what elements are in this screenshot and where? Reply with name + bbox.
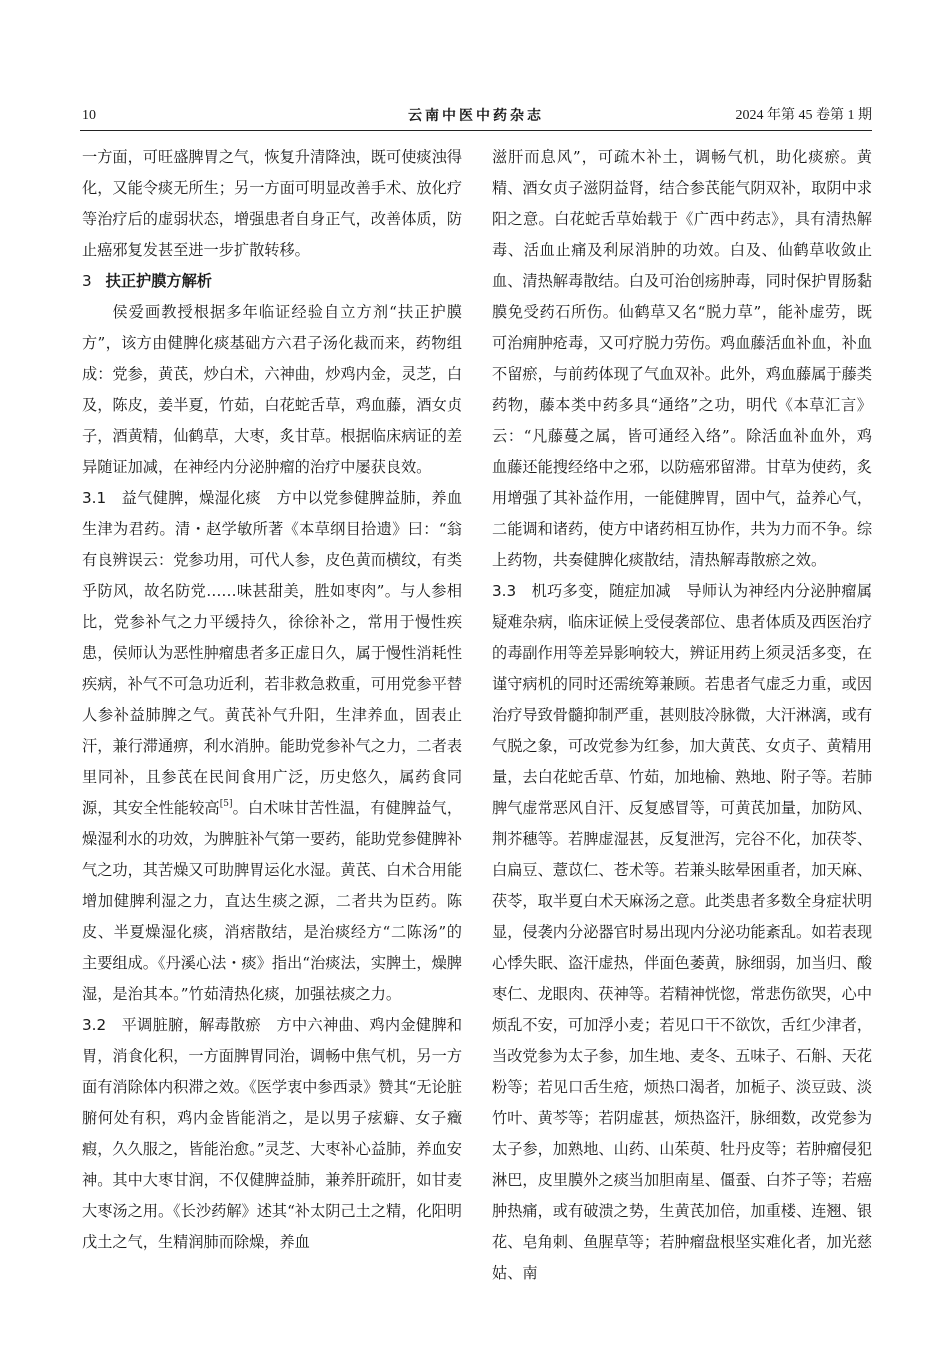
subsection-3-1-number: 3.1 bbox=[82, 489, 107, 507]
subsection-3-1-title: 益气健脾，燥湿化痰 bbox=[121, 489, 261, 507]
citation-ref: [5] bbox=[219, 799, 233, 809]
subsection-3-2-number: 3.2 bbox=[82, 1016, 107, 1034]
subsection-3-3 bbox=[492, 576, 872, 1289]
running-header bbox=[80, 106, 872, 131]
section-3-paragraph: 侯爱画教授根据多年临证经验自立方剂“扶正护膜方”，该方由健脾化痰基础方六君子汤化裁而来，药物组成：党参，黄芪，炒白术，六神曲，炒鸡内金，灵芝，白及，陈皮，姜半夏，竹茹，白花蛇舌草，鸡血藤，酒女贞子，酒黄精，仙鹤草，大枣，炙甘草。根据临床病证的差异随证加减，在神经内分泌肿瘤的治疗中屡获良效。 bbox=[82, 303, 462, 476]
continuation-paragraph: 滋肝而息风”，可疏木补土，调畅气机，助化痰瘀。黄精、酒女贞子滋阴益肾，结合参芪能气阴双补，取阴中求阳之意。白花蛇舌草始载于《广西中药志》，具有清热解毒、活血止痛及利尿消肿的功效。白及、仙鹤草收敛止血、清热解毒散结。白及可治创疡肿毒，同时保护胃肠黏膜免受药石所伤。仙鹤草又名“脱力草”，能补虚劳，既可治痈肿疮毒，又可疗脱力劳伤。鸡血藤活血补血，补血不留瘀，与前药体现了气血双补。此外，鸡血藤属于藤类药物，藤本类中药多具“通络”之功，明代《本草汇言》云：“凡藤蔓之属，皆可通经入络”。除活血补血外，鸡血藤还能搜经络中之邪，以防癌邪留滞。甘草为使药，炙用增强了其补益作用，一能健脾胃，固中气，益养心气，二能调和诸药，使方中诸药相互协作，共为力而不争。综上药物，共奏健脾化痰散结，清热解毒散瘀之效。 bbox=[492, 148, 872, 569]
subsection-3-1 bbox=[82, 483, 462, 1010]
subsection-3-1-text-b: 。白术味甘苦性温，有健脾益气，燥湿利水的功效，为脾脏补气第一要药，能助党参健脾补气之功，其苦燥又可助脾胃运化水湿。黄芪、白术合用能增加健脾利湿之力，直达生痰之源，二者共为臣药。陈皮、半夏燥湿化痰，消痞散结，是治痰经方“二陈汤”的主要组成。《丹溪心法・痰》指出“治痰法，实脾土，燥脾湿，是治其本。”竹茹清热化痰，加强祛痰之力。 bbox=[82, 799, 463, 1003]
subsection-3-3-text: 导师认为神经内分泌肿瘤属疑难杂病，临床证候上受侵袭部位、患者体质及西医治疗的毒副作用等差异影响较大，辨证用药上须灵活多变，在谨守病机的同时还需统筹兼顾。若患者气虚乏力重，或因治疗导致骨髓抑制严重，甚则肢冷脉微，大汗淋漓，或有气脱之象，可改党参为红参，加大黄芪、女贞子、黄精用量，去白花蛇舌草、竹茹，加地榆、熟地、附子等。若肺脾气虚常恶风自汗、反复感冒等，可黄芪加量，加防风、荆芥穗等。若脾虚湿甚，反复泄泻，完谷不化，加茯苓、白扁豆、薏苡仁、苍术等。若兼头眩晕困重者，加天麻、茯苓，取半夏白术天麻汤之意。此类患者多数全身症状明显，侵袭内分泌器官时易出现内分泌功能紊乱。如若表现心悸失眠、盗汗虚热，伴面色萎黄，脉细弱，加当归、酸枣仁、龙眼肉、茯神等。若精神恍惚，常悲伤欲哭，心中烦乱不安，可加浮小麦；若见口干不欲饮，舌红少津者，当改党参为太子参，加生地、麦冬、五味子、石斛、天花粉等；若见口舌生疮，烦热口渴者，加栀子、淡豆豉、淡竹叶、黄芩等；若阴虚甚，烦热盗汗，脉细数，改党参为太子参，加熟地、山药、山茱萸、牡丹皮等；若肿瘤侵犯淋巴，皮里膜外之痰当加胆南星、僵蚕、白芥子等；若癌肿热痛，或有破溃之势，生黄芪加倍，加重楼、连翘、银花、皂角刺、鱼腥草等；若肿瘤盘根坚实难化者，加光慈姑、南 bbox=[492, 582, 872, 1282]
section-3-heading bbox=[82, 266, 462, 297]
issue-info: 2024 年第 45 卷第 1 期 bbox=[735, 108, 872, 123]
subsection-3-3-title: 机巧多变，随症加减 bbox=[531, 582, 671, 600]
journal-title: 云南中医中药杂志 bbox=[408, 108, 544, 124]
subsection-3-2-text: 方中六神曲、鸡内金健脾和胃，消食化积，一方面脾胃同治，调畅中焦气机，另一方面有消除体内积滞之效。《医学衷中参西录》赞其“无论脏腑何处有积，鸡内金皆能消之，是以男子痃癖、女子癥瘕，久久服之，皆能治愈。”灵芝、大枣补心益肺，养血安神。其中大枣甘润，不仅健脾益肺，兼养肝疏肝，如甘麦大枣汤之用。《长沙药解》述其“补太阴己土之精，化阳明戊土之气，生精润肺而除燥，养血 bbox=[82, 1016, 462, 1251]
left-column bbox=[82, 142, 462, 1258]
section-3-title: 扶正护膜方解析 bbox=[105, 272, 212, 290]
subsection-3-2-title: 平调脏腑，解毒散瘀 bbox=[121, 1016, 261, 1034]
right-column bbox=[492, 142, 872, 1289]
subsection-3-3-number: 3.3 bbox=[492, 582, 517, 600]
section-3-number: 3 bbox=[82, 272, 92, 290]
intro-paragraph: 一方面，可旺盛脾胃之气，恢复升清降浊，既可使痰浊得化，又能令痰无所生；另一方面可明显改善手术、放化疗等治疗后的虚弱状态，增强患者自身正气，改善体质，防止癌邪复发甚至进一步扩散转移。 bbox=[82, 148, 462, 259]
subsection-3-1-text-a: 方中以党参健脾益肺，养血生津为君药。清・赵学敏所著《本草纲目拾遗》曰：“翁有良辨误云：党参功用，可代人参，皮色黄而横纹，有类乎防风，故名防党……味甚甜美，胜如枣肉”。与人参相比，党参补气之力平缓持久，徐徐补之，常用于慢性疾患，侯师认为恶性肿瘤患者多正虚日久，属于慢性消耗性疾病，补气不可急功近利，若非救急救重，可用党参平替人参补益肺脾之气。黄芪补气升阳，生津养血，固表止汗，兼行滞通痹，利水消肿。能助党参补气之力，二者表里同补，且参芪在民间食用广泛，历史悠久，属药食同源，其安全性能较高 bbox=[82, 489, 462, 817]
page-number: 10 bbox=[82, 108, 96, 123]
subsection-3-2 bbox=[82, 1010, 462, 1258]
